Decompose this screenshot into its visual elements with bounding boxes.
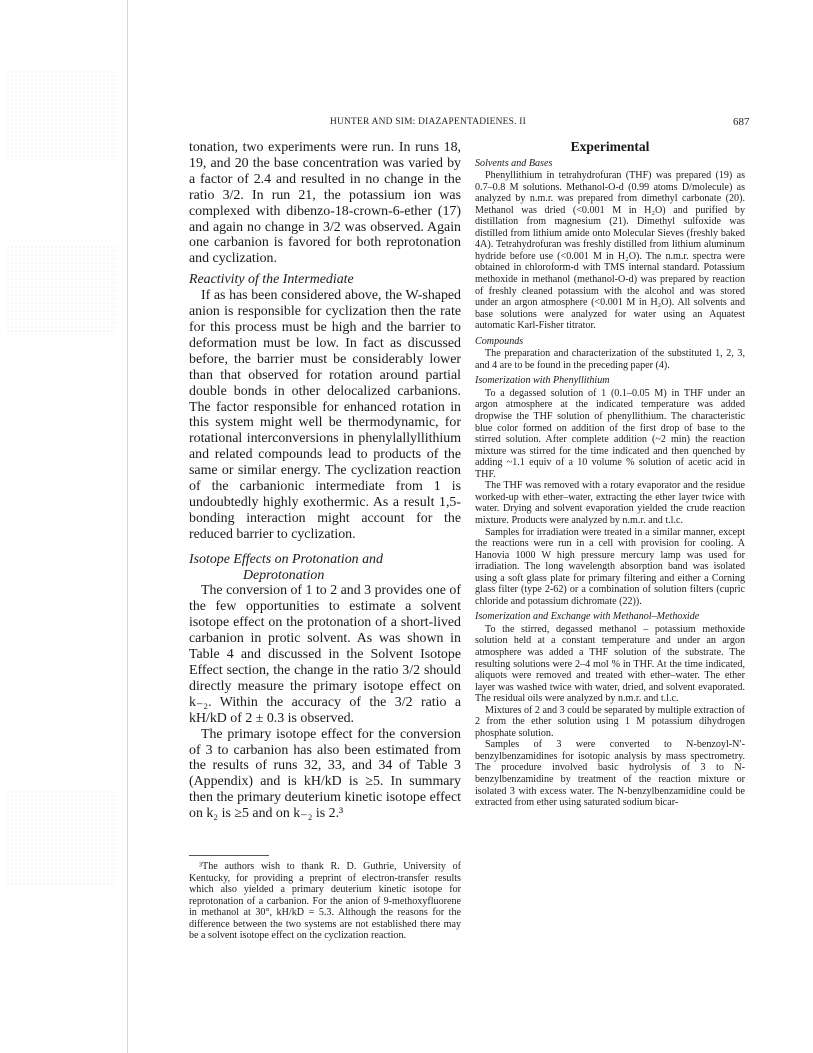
left-column [189, 140, 461, 822]
subheading-methoxide: Isomerization and Exchange with Methanol–Methoxide [475, 611, 700, 623]
paragraph-right-7: Mixtures of 2 and 3 could be separated by multiple extraction of 2 from the ether solution using 1 M potassium dihydrogen phosphate solution. [475, 704, 745, 739]
subheading-reactivity: Reactivity of the Intermediate [189, 272, 354, 288]
paragraph-left-2: If as has been considered above, the W-shaped anion is responsible for cyclization then the rate for this process must be high and the barrier to deformation must be low. In fact as discussed before, the barrier must be considerably lower than that observed for rotation around partial double bonds in other delocalized carbanions. The factor responsible for enhanced rotation in this system might well be thermodynamic, for rotational interconversions in phenylallyllithium and related compounds lead to products of the same or similar energy. The cyclization reaction of the carbanionic intermediate from 1 is undoubtedly highly exothermic. As a result 1,5-bonding interaction might account for the reduced barrier to cyclization. [189, 288, 461, 542]
paragraph-right-6: To the stirred, degassed methanol – potassium methoxide solution held at a constant temperature and under an argon atmosphere was added a THF solution of the substrate. The resulting solutions were 2–4 mol % in THF. At the time indicated, aliquots were removed and treated with ether–water. The ether layer was washed twice with water, dried, and solvent evaporated. The residual oils were analyzed by n.m.r. and t.l.c. [475, 623, 745, 705]
paragraph-right-4: The THF was removed with a rotary evaporator and the residue worked-up with ether–water, extracting the ether layer twice with water. Drying and solvent evaporation yielded the crude reaction mixture. Products were analyzed by n.m.r. and t.l.c. [475, 480, 745, 526]
paragraph-left-4: The primary isotope effect for the conversion of 3 to carbanion has also been estimated from the results of runs 32, 33, and 34 of Table 3 (Appendix) and is kH/kD is ≥5. In summary then the primary deuterium kinetic isotope effect on k₂ is ≥5 and on k₋₂ is 2.³ [189, 726, 461, 822]
paragraph-right-5: Samples for irradiation were treated in a similar manner, except the reactions were run in a cell with provision for cooling. A Hanovia 1000 W high pressure mercury lamp was used for irradiation. The long wavelength absorption band was isolated using a soft glass plate for primary filtering and either a Corning glass filter (type 2-62) or a combination of solution filters (cupric chloride and potassium dichromate (22)). [475, 526, 745, 607]
footnote-text: ³The authors wish to thank R. D. Guthrie, University of Kentucky, for providing a preprint of electron-transfer results which also yielded a primary deuterium kinetic isotope for reprotonation of a carbanion. For the anion of 9-methoxyfluorene in methanol at 30°, kH/kD = 5.3. Although the reasons for the difference between the two systems are not established there may be a solvent isotope effect on the cyclization reaction. [189, 861, 461, 941]
subheading-isotope-effects: Isotope Effects on Protonation and [189, 551, 383, 567]
footnote [189, 861, 461, 942]
paragraph-left-3: The conversion of 1 to 2 and 3 provides one of the few opportunities to estimate a solvent isotope effect on the protonation of a short-lived carbanion in protic solvent. As was shown in Table 4 and discussed in the Solvent Isotope Effect section, the change in the ratio 3/2 should directly measure the primary isotope effect on k₋₂. Within the accuracy of the 3/2 ratio a kH/kD of 2 ± 0.3 is observed. [189, 583, 462, 726]
paragraph-right-1: Phenyllithium in tetrahydrofuran (THF) was prepared (19) as 0.7–0.8 M solutions. Methanol-O-d (0.99 atoms D/molecule) as analyzed by n.m.r. was prepared from dimethyl carbonate (20). Methanol was dried (<0.001 M in H₂O) and purified by distillation from magnesium (21). Dimethyl sulfoxide was distilled from lithium amide onto Molecular Sieves (freshly baked 4A). Tetrahydrofuran was freshly distilled from lithium aluminum hydride before use (<0.001 M in H₂O). The n.m.r. spectra were obtained in chloroform-d with TMS internal standard. Potassium methoxide in methanol (methanol-O-d) was prepared by reaction of freshly cleaned potassium with the alcohol and was stored under an argon atmosphere (<0.001 M in H₂O). All solvents and base solutions were analyzed for water using an Aquatest automatic Karl-Fisher titrator. [475, 170, 745, 332]
scan-artifact-bottom [6, 790, 116, 885]
paragraph-right-8: Samples of 3 were converted to N-benzoyl-N′-benzylbenzamidines for isotopic analysis by mass spectrometry. The procedure involved basic hydrolysis of 3 to N-benzylbenzamidine by treatment of the reaction mixture or isolated 3 with excess water. The N-benzylbenzamidine could be extracted from ether using saturated sodium bicar- [475, 739, 745, 809]
paragraph-right-2: The preparation and characterization of the substituted 1, 2, 3, and 4 are to be found in the preceding paper (4). [475, 348, 745, 371]
page-gutter-line [127, 0, 128, 1053]
subheading-compounds: Compounds [475, 335, 524, 347]
page-number: 687 [733, 116, 750, 128]
footnote-divider [189, 855, 269, 856]
scan-artifact-middle [6, 245, 116, 335]
section-title-experimental: Experimental [570, 139, 650, 154]
subheading-phenyllithium: Isomerization with Phenyllithium [475, 375, 610, 387]
paragraph-left-1: tonation, two experiments were run. In runs 18, 19, and 20 the base concentration was varied by a factor of 2.4 and resulted in no change in the ratio 3/2. In run 21, the potassium ion was complexed with dibenzo-18-crown-6-ether (17) and again no change in 3/2 was observed. Again one carbanion is favored for both reprotonation and cyclization. [189, 140, 461, 267]
scan-artifact-top [6, 70, 116, 160]
subheading-solvents: Solvents and Bases [475, 157, 553, 169]
paragraph-right-3: To a degassed solution of 1 (0.1–0.05 M) in THF under an argon atmosphere at the indicated temperature was added dropwise the THF solution of phenyllithium. The characteristic blue color formed on addition of the first drop of base to the stirred solution. After complete addition (~2 min) the reaction mixture was stirred for the time indicated and then quenched by adding ~1.1 equiv of a 10 volume % solution of acetic acid in THF. [475, 387, 745, 480]
subheading-isotope-effects-cont: Deprotonation [243, 567, 325, 583]
right-column [475, 140, 745, 809]
running-header: HUNTER AND SIM: DIAZAPENTADIENES. II [330, 117, 526, 127]
